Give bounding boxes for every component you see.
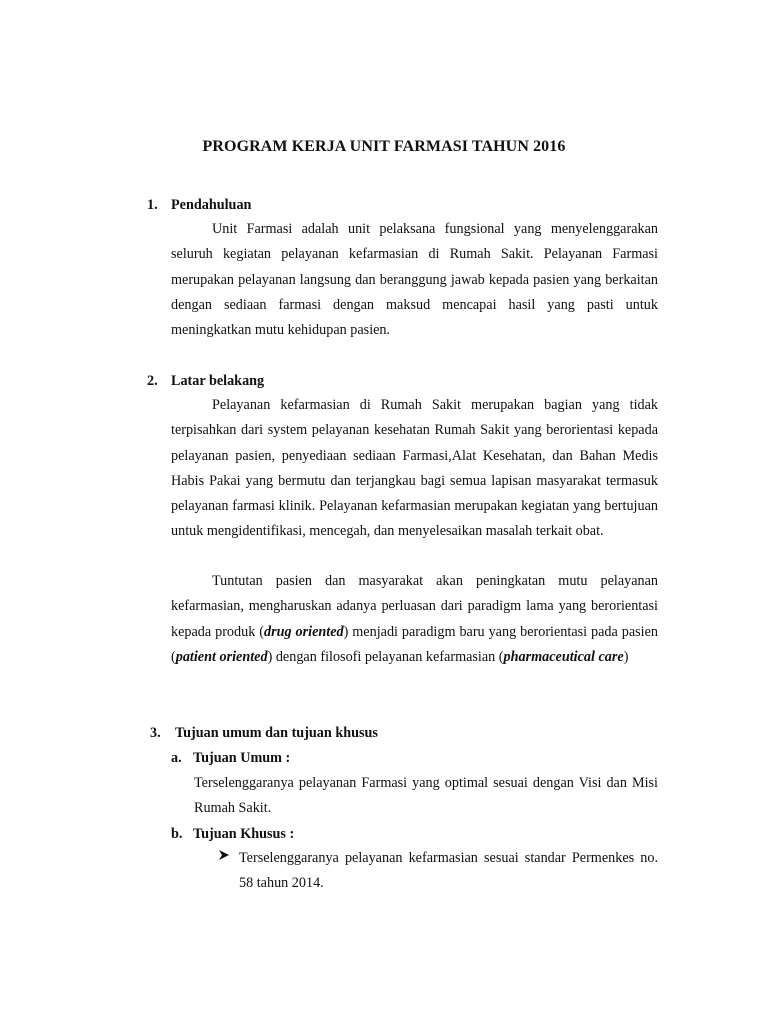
subsection-b-bullet-text: Terselenggaranya pelayanan kefarmasian sesuai standar Permenkes no. 58 tahun 2014. — [239, 850, 658, 892]
section-2-heading — [147, 373, 264, 390]
section-1-title: Pendahuluan — [171, 197, 252, 213]
subsection-a-heading — [171, 750, 290, 767]
subsection-b-heading — [171, 826, 294, 843]
p2-text-1: Tuntutan pasien dan masyarakat akan peningkatan mutu pelayanan kefarmasian, mengharuskan adanya perluasan dari paradigm lama yang berorientasi kepada produk ( — [171, 573, 658, 640]
arrowhead-bullet-icon — [218, 849, 230, 865]
section-2-title: Latar belakang — [171, 373, 265, 389]
document-title: PROGRAM KERJA UNIT FARMASI TAHUN 2016 — [202, 138, 566, 155]
subsection-b-number: b. — [171, 826, 183, 842]
emphasis-patient-oriented: patient oriented — [175, 648, 268, 665]
section-1-paragraph: Unit Farmasi adalah unit pelaksana fungsional yang menyelenggarakan seluruh kegiatan pelayanan kefarmasian di Rumah Sakit. Pelayanan Farmasi merupakan pelayanan langsung dan beranggung jawab kepada pasien yang berkaitan dengan sediaan farmasi dengan maksud mencapai hasil yang pasti untuk meningkatkan mutu kehidupan pasien. — [171, 221, 658, 339]
subsection-b-title: Tujuan Khusus : — [193, 826, 295, 842]
section-3-title: Tujuan umum dan tujuan khusus — [175, 725, 378, 741]
p2-text-3: ) dengan filosofi pelayanan kefarmasian ( — [267, 648, 504, 665]
section-3-number: 3. — [150, 725, 161, 741]
section-3-heading — [150, 725, 378, 742]
section-2-paragraph-1: Pelayanan kefarmasian di Rumah Sakit merupakan bagian yang tidak terpisahkan dari system pelayanan kesehatan Rumah Sakit yang berorientasi kepada pelayanan pasien, penyediaan sediaan Farmasi,Alat Kesehatan, dan Bahan Medis Habis Pakai yang bermutu dan terjangkau bagi semua lapisan masyarakat termasuk pelayanan farmasi klinik. Pelayanan kefarmasian merupakan kegiatan yang bertujuan untuk mengidentifikasi, mencegah, dan menyelesaikan masalah terkait obat. — [171, 397, 658, 540]
section-1-number: 1. — [147, 197, 158, 213]
section-2-number: 2. — [147, 373, 158, 389]
p2-text-4: ) — [623, 648, 629, 665]
subsection-a-text: Terselenggaranya pelayanan Farmasi yang optimal sesuai dengan Visi dan Misi Rumah Sakit. — [194, 775, 658, 817]
section-1-heading — [147, 197, 251, 214]
p2-text-2: ) menjadi paradigm baru yang berorientasi pada pasien ( — [171, 623, 658, 665]
emphasis-pharmaceutical-care: pharmaceutical care — [503, 648, 624, 665]
section-2-paragraph-2 — [171, 569, 658, 670]
subsection-a-title: Tujuan Umum : — [193, 750, 291, 766]
subsection-a-number: a. — [171, 750, 182, 766]
emphasis-drug-oriented: drug oriented — [263, 623, 344, 640]
